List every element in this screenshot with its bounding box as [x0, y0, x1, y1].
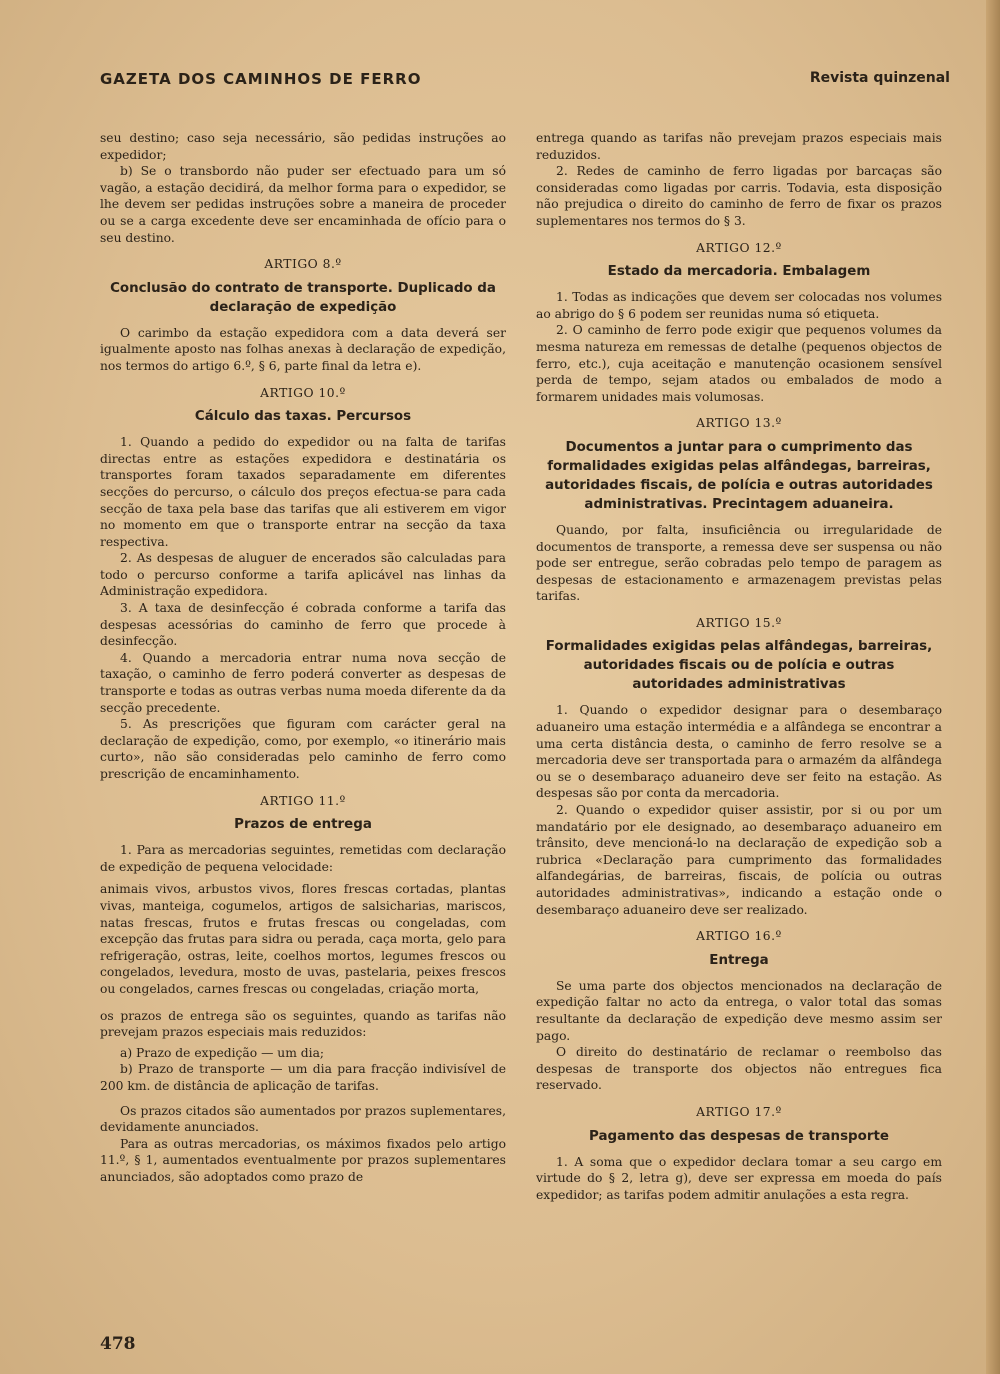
- paragraph: Os prazos citados são aumentados por prazos suplementares, devidamente anunciados.: [100, 1103, 506, 1135]
- paragraph: 2. As despesas de aluguer de encerados são calculadas para todo o percurso conforme a tarifa aplicável nas linhas da Administração expedidora.: [100, 551, 506, 599]
- article-title: Conclusão do contrato de transporte. Duplicado da declaração de expedição: [110, 280, 496, 315]
- paragraph: 1. A soma que o expedidor declara tomar a seu cargo em virtude do § 2, letra g), deve ser expressa em moeda do país expedidor; as tarifas podem admitir anulações a esta regra.: [536, 1154, 942, 1202]
- article-heading: ARTIGO 12.º: [696, 240, 782, 255]
- article-heading: ARTIGO 16.º: [696, 929, 782, 944]
- paragraph: 1. Para as mercadorias seguintes, remetidas com declaração de expedição de pequena velocidade:: [100, 843, 506, 874]
- paragraph: O carimbo da estação expedidora com a data deverá ser igualmente aposto nas folhas anexas à declaração de expedição, nos termos do artigo 6.º, § 6, parte final da letra e).: [100, 325, 506, 373]
- list-text: animais vivos, arbustos vivos, flores frescas cortadas, plantas vivas, manteiga, cogumelos, artigos de salsicharias, mariscos, natas frescas, frutos e frutas frescas ou congeladas, com excepção das frutas para sidra ou perada, caça morta, gelo para refrigeração, ostras, leite, coelhos mortos, legumes frescos ou congelados, levedura, mosto de uvas, pastelaria, peixes frescos ou congelados, carnes frescas ou congeladas, criação morta,: [100, 882, 506, 996]
- article-title: Cálculo das taxas. Percursos: [194, 409, 412, 425]
- page-edge: [986, 0, 1000, 1374]
- goods-list: [100, 881, 506, 997]
- paragraph: O direito do destinatário de reclamar o reembolso das despesas de transporte dos objectos não entregues fica reservado.: [536, 1045, 942, 1093]
- article-heading: ARTIGO 10.º: [260, 385, 346, 400]
- paragraph: 5. As prescrições que figuram com carácter geral na declaração de expedição, como, por exemplo, «o itinerário mais curto», não são consideradas pelo caminho de ferro como prescrição de encaminhamento.: [100, 717, 506, 781]
- paragraph: b) Se o transbordo não puder ser efectuado para um só vagão, a estação decidirá, da melhor forma para o expedidor, se lhe devem ser pedidas instruções sobre a maneira de proceder ou se a carga excedente deve ser encaminhada de ofício para o seu destino.: [100, 164, 506, 245]
- paragraph: seu destino; caso seja necessário, são pedidas instruções ao expedidor;: [100, 131, 506, 162]
- paragraph: 2. O caminho de ferro pode exigir que pequenos volumes da mesma natureza em remessas de detalhe (pequenos objectos de ferro, etc.), cuja aceitação e manutenção ocasionem sensível perda de tempo, sejam atados ou embalados de modo a formarem unidades mais volumosas.: [536, 323, 942, 404]
- paragraph: Quando, por falta, insuficiência ou irregularidade de documentos de transporte, a remessa deve ser suspensa ou não pode ser entregue, serão cobradas pelo tempo de paragem as despesas de estacionamento e armazenagem previstas pelas tarifas.: [536, 522, 942, 604]
- page-header: [100, 70, 950, 92]
- article-heading: ARTIGO 11.º: [260, 793, 346, 808]
- paragraph: 2. Redes de caminho de ferro ligadas por barcaças são consideradas como ligadas por carris. Todavia, esta disposição não prejudica o direito do caminho de ferro de fixar os prazos suplementares nos termos do § 3.: [536, 164, 942, 228]
- right-column: [536, 130, 942, 1310]
- paragraph: 4. Quando a mercadoria entrar numa nova secção de taxação, o caminho de ferro poderá converter as despesas de transporte e todas as outras verbas numa moeda diferente da da secção precedente.: [100, 650, 506, 715]
- article-heading: ARTIGO 17.º: [696, 1104, 782, 1119]
- left-column: [100, 130, 506, 1310]
- article-title: Formalidades exigidas pelas alfândegas, barreiras, autoridades fiscais ou de polícia e outras autoridades administrativas: [545, 639, 933, 693]
- list-item: b) Prazo de transporte — um dia para fracção indivisível de 200 km. de distância de aplicação de tarifas.: [100, 1062, 506, 1093]
- article-heading: ARTIGO 15.º: [696, 615, 782, 630]
- deadline-items: [100, 1045, 506, 1095]
- article-heading: ARTIGO 8.º: [264, 257, 342, 272]
- paragraph: 1. Quando o expedidor designar para o desembaraço aduaneiro uma estação intermédia e a alfândega se encontrar a uma certa distância desta, o caminho de ferro resolve se a mercadoria deve ser transportada para o armazém da alfândega ou se o desembaraço aduaneiro deve ser feito na estação. As despesas são por conta da mercadoria.: [536, 703, 942, 801]
- page-number: 478: [100, 1334, 136, 1354]
- paragraph: 2. Quando o expedidor quiser assistir, por si ou por um mandatário por ele designado, ao desembaraço aduaneiro em trânsito, deve mencioná-lo na declaração de expedição sob a rubrica «Declaração para cumprimento das formalidades alfandegárias, de barreiras, fiscais, de polícia ou outras autoridades administrativas», indicando a estação onde o desembaraço aduaneiro deve ser realizado.: [536, 803, 942, 917]
- journal-title: GAZETA DOS CAMINHOS DE FERRO: [100, 70, 422, 88]
- article-title: Estado da mercadoria. Embalagem: [607, 264, 871, 280]
- journal-subtitle: Revista quinzenal: [809, 70, 950, 86]
- paragraph: 1. Quando a pedido do expedidor ou na falta de tarifas directas entre as estações expedidora e destinatária os transportes foram taxados separadamente em diferentes secções do percurso, o cálculo dos preços efectua-se para cada secção de taxa pela base das tarifas que ali estiverem em vigor no momento em que o transporte entrar na secção da taxa respectiva.: [100, 435, 506, 549]
- article-title: Prazos de entrega: [234, 817, 372, 833]
- paragraph: os prazos de entrega são os seguintes, quando as tarifas não prevejam prazos especiais mais reduzidos:: [100, 1008, 506, 1040]
- list-item: a) Prazo de expedição — um dia;: [120, 1045, 325, 1060]
- paragraph: Se uma parte dos objectos mencionados na declaração de expedição faltar no acto da entrega, o valor total das somas resultante da declaração de expedição deve mesmo assim ser pago.: [536, 978, 942, 1043]
- paragraph: entrega quando as tarifas não prevejam prazos especiais mais reduzidos.: [536, 131, 942, 162]
- paragraph: 1. Todas as indicações que devem ser colocadas nos volumes ao abrigo do § 6 podem ser reunidas numa só etiqueta.: [536, 290, 942, 321]
- article-title: Pagamento das despesas de transporte: [589, 1128, 889, 1144]
- article-title: Entrega: [709, 952, 769, 968]
- article-title: Documentos a juntar para o cumprimento das formalidades exigidas pelas alfândegas, barreiras, autoridades fiscais, de polícia e outras autoridades administrativas. Precintagem aduaneira.: [545, 439, 933, 512]
- paragraph: Para as outras mercadorias, os máximos fixados pelo artigo 11.º, § 1, aumentados eventualmente por prazos suplementares anunciados, são adoptados como prazo de: [100, 1136, 506, 1184]
- article-heading: ARTIGO 13.º: [696, 416, 782, 431]
- paragraph: 3. A taxa de desinfecção é cobrada conforme a tarifa das despesas acessórias do caminho de ferro que procede à desinfecção.: [100, 601, 506, 649]
